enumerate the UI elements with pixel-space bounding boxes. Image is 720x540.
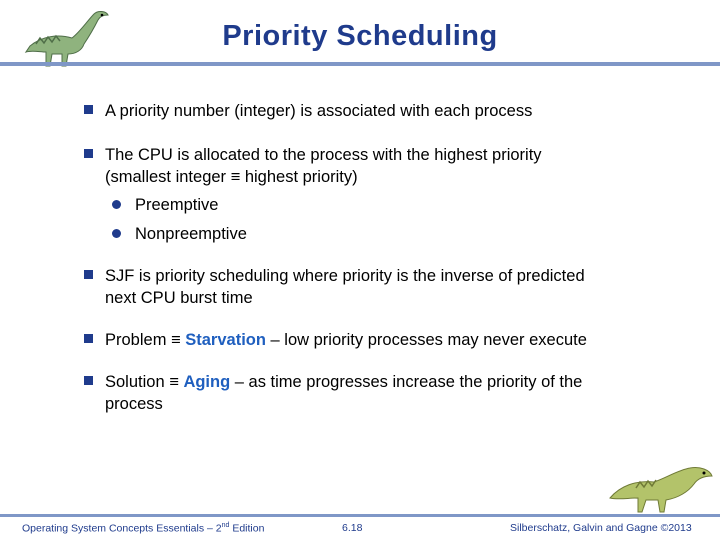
square-bullet-icon (84, 105, 93, 114)
title-rule (0, 62, 720, 66)
bullet-prefix: Problem ≡ (105, 331, 186, 349)
bullet-cpu-allocated (84, 144, 644, 188)
footer-rule (0, 514, 720, 517)
bullet-solution (84, 371, 644, 415)
footer-book-sup: nd (221, 522, 230, 529)
bullet-problem (84, 329, 644, 351)
bullet-priority-number (84, 100, 644, 122)
bullet-text-line2: (smallest integer ≡ highest priority) (105, 168, 358, 186)
footer-page-number: 6.18 (342, 522, 363, 534)
round-bullet-icon (112, 200, 121, 209)
footer-book-end: Edition (229, 522, 265, 535)
bullet-text: A priority number (integer) is associated with each process (105, 102, 533, 120)
sub-bullet-text: Nonpreemptive (135, 225, 247, 243)
round-bullet-icon (112, 229, 121, 238)
footer-book-title (22, 522, 264, 535)
bullet-suffix: – low priority processes may never execute (265, 331, 587, 349)
sub-bullet-text: Preemptive (135, 196, 219, 214)
footer-book-main: Operating System Concepts Essentials – 2 (22, 522, 222, 535)
square-bullet-icon (84, 149, 93, 158)
bullet-sjf (84, 265, 644, 309)
slide-title: Priority Scheduling (222, 20, 498, 52)
term-aging: Aging (183, 373, 231, 391)
sub-bullet-nonpreemptive (112, 223, 247, 245)
bullet-text-line1: SJF is priority scheduling where priority is the inverse of predicted (105, 267, 585, 285)
square-bullet-icon (84, 376, 93, 385)
square-bullet-icon (84, 334, 93, 343)
bullet-text-line1: The CPU is allocated to the process with the highest priority (105, 146, 542, 164)
term-starvation: Starvation (185, 331, 266, 349)
bullet-text-line2: next CPU burst time (105, 289, 253, 307)
sub-bullet-preemptive (112, 194, 218, 216)
bullet-suffix: – as time progresses increase the priority of the (230, 373, 583, 391)
footer-credit: Silberschatz, Galvin and Gagne ©2013 (510, 522, 692, 534)
bullet-prefix: Solution ≡ (105, 373, 184, 391)
dinosaur-bottom-illustration (606, 458, 716, 514)
bullet-text-line2: process (105, 395, 163, 413)
square-bullet-icon (84, 270, 93, 279)
